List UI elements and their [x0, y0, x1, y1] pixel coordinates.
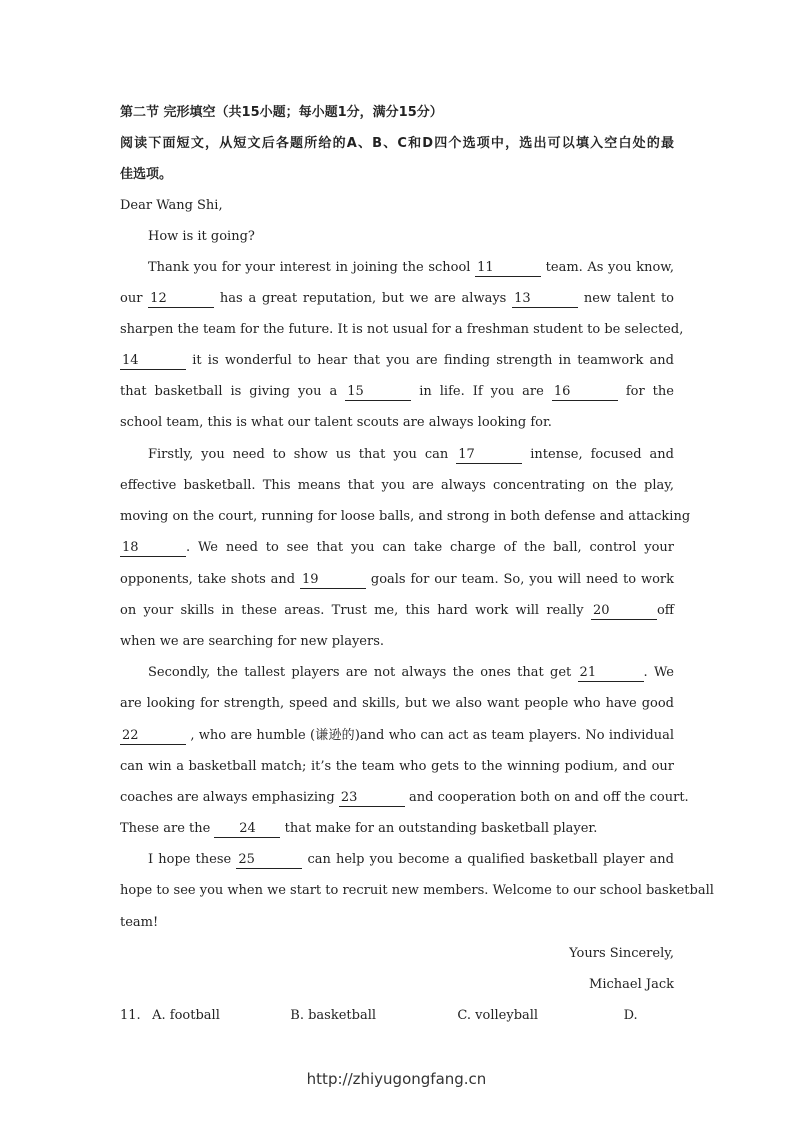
paragraph-1-line-6: school team, this is what our talent scouts are always looking for. [120, 415, 552, 430]
text-fragment: on your skills in these areas. Trust me, this hard work will really [120, 603, 584, 618]
paragraph-2-line-1 [120, 445, 674, 465]
blank-20: 20 [591, 603, 657, 620]
paragraph-3-line-6 [120, 819, 674, 839]
blank-18: 18 [120, 540, 186, 557]
letter-signature: Michael Jack [589, 977, 674, 992]
blank-12: 12 [148, 291, 214, 308]
paragraph-1-line-2 [120, 289, 674, 309]
text-fragment: Secondly, the tallest players are not always the ones that get [148, 665, 572, 680]
letter-greeting: How is it going? [148, 229, 255, 244]
paragraph-4-line-2: hope to see you when we start to recruit new members. Welcome to our school basketball [120, 883, 714, 898]
option-b: B. basketball [290, 1008, 377, 1023]
instruction-line-2: 佳选项。 [120, 167, 173, 182]
text-fragment: that basketball is giving you a [120, 384, 338, 399]
blank-14: 14 [120, 353, 186, 370]
option-c: C. volleyball [457, 1008, 539, 1023]
paragraph-1-line-3: sharpen the team for the future. It is not usual for a freshman student to be selected, [120, 322, 684, 337]
text-fragment: I hope these [148, 852, 232, 867]
blank-23: 23 [339, 790, 405, 807]
section-heading: 第二节 完形填空（共15小题；每小题1分，满分15分） [120, 105, 443, 120]
paragraph-2-line-4 [120, 538, 674, 558]
text-fragment: and cooperation both on and off the court. [409, 790, 689, 805]
paragraph-2-line-7: when we are searching for new players. [120, 634, 385, 649]
text-fragment: has a great reputation, but we are always [219, 291, 507, 306]
blank-11: 11 [475, 260, 541, 277]
text-fragment: off [656, 603, 674, 618]
paragraph-1-line-4 [120, 351, 674, 371]
letter-salutation: Dear Wang Shi, [120, 198, 223, 213]
text-fragment: it is wonderful to hear that you are finding strength in teamwork and [192, 353, 674, 368]
blank-25: 25 [236, 852, 302, 869]
blank-16: 16 [552, 384, 618, 401]
paragraph-2-line-2: effective basketball. This means that you are always concentrating on the play, [120, 478, 674, 493]
question-11 [120, 1006, 674, 1026]
paragraph-3-line-3 [120, 726, 674, 746]
text-fragment: coaches are always emphasizing [120, 790, 335, 805]
text-fragment: . We need to see that you can take charge of the ball, control your [186, 540, 674, 555]
paragraph-1-line-1 [120, 258, 674, 278]
paragraph-3-line-4: can win a basketball match; it’s the team who gets to the winning podium, and our [120, 759, 674, 774]
letter-closing: Yours Sincerely, [569, 946, 674, 961]
text-fragment: our [120, 291, 143, 306]
blank-24: 24 [214, 821, 280, 838]
text-fragment: intense, focused and [530, 447, 674, 462]
paragraph-4-line-1 [120, 850, 674, 870]
text-fragment: new talent to [583, 291, 674, 306]
paragraph-2-line-3: moving on the court, running for loose balls, and strong in both defense and attacking [120, 509, 691, 524]
text-fragment: opponents, take shots and [120, 572, 296, 587]
instruction-line-1: 阅读下面短文，从短文后各题所给的A、B、C和D四个选项中，选出可以填入空白处的最 [120, 136, 674, 151]
question-number: 11. [120, 1008, 141, 1023]
footer-url[interactable]: http://zhiyugongfang.cn [306, 1070, 487, 1088]
text-fragment: . We [643, 665, 674, 680]
blank-17: 17 [456, 447, 522, 464]
paragraph-3-line-5 [120, 788, 689, 808]
text-fragment: These are the [120, 821, 211, 836]
blank-13: 13 [512, 291, 578, 308]
text-fragment: that make for an outstanding basketball player. [284, 821, 598, 836]
blank-22: 22 [120, 728, 186, 745]
paragraph-2-line-5 [120, 570, 674, 590]
blank-15: 15 [345, 384, 411, 401]
paragraph-3-line-2: are looking for strength, speed and skills, but we also want people who have good [120, 696, 674, 711]
blank-19: 19 [300, 572, 366, 589]
blank-21: 21 [578, 665, 644, 682]
text-fragment: team. As you know, [545, 260, 674, 275]
text-fragment: Thank you for your interest in joining the school [148, 260, 471, 275]
text-fragment: in life. If you are [419, 384, 544, 399]
text-fragment: , who are humble (谦逊的)and who can act as team players. No individual [190, 728, 674, 743]
text-fragment: can help you become a qualified basketball player and [307, 852, 674, 867]
paragraph-1-line-5 [120, 382, 674, 402]
paragraph-4-line-3: team! [120, 915, 159, 930]
option-a: A. football [152, 1008, 220, 1023]
text-fragment: for the [625, 384, 674, 399]
option-d: D. [623, 1008, 638, 1023]
text-fragment: goals for our team. So, you will need to work [370, 572, 674, 587]
text-fragment: Firstly, you need to show us that you can [148, 447, 449, 462]
paragraph-2-line-6 [120, 601, 674, 621]
paragraph-3-line-1 [120, 663, 674, 683]
